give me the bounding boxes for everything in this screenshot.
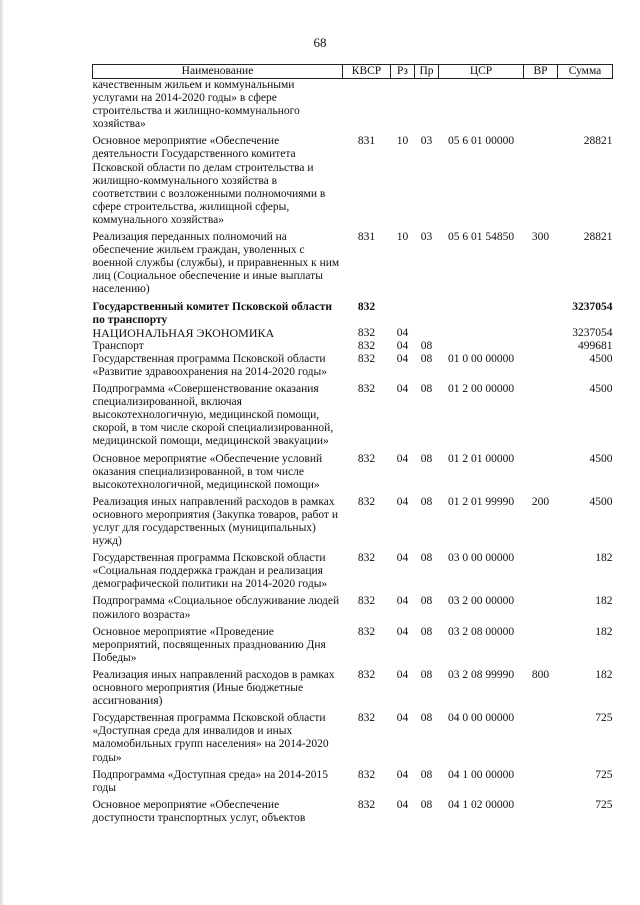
row-sum: 725 <box>595 712 613 725</box>
row-rz: 10 <box>396 231 409 244</box>
budget-table <box>92 64 613 829</box>
row-rz: 04 <box>396 452 409 465</box>
row-rz: 04 <box>396 625 409 638</box>
row-kvsr: 831 <box>357 231 376 244</box>
row-sum <box>558 79 613 136</box>
row-pr: 08 <box>420 712 433 725</box>
row-vr <box>524 552 558 595</box>
row-rz: 04 <box>396 495 409 508</box>
row-vr <box>524 626 558 669</box>
row-csr: 04 1 02 00000 <box>447 798 515 811</box>
header-vr: ВР <box>524 65 558 79</box>
row-name: НАЦИОНАЛЬНАЯ ЭКОНОМИКА <box>92 325 275 340</box>
table-row <box>93 496 613 552</box>
row-vr <box>524 769 558 799</box>
table-row <box>93 669 613 712</box>
row-kvsr: 832 <box>357 768 376 781</box>
table-row <box>93 301 613 327</box>
row-vr: 800 <box>531 668 550 681</box>
row-rz: 04 <box>396 712 409 725</box>
table-row <box>93 595 613 625</box>
row-pr: 03 <box>420 135 433 148</box>
row-vr <box>524 453 558 496</box>
row-csr: 03 2 00 00000 <box>447 595 515 608</box>
row-pr: 08 <box>420 625 433 638</box>
row-kvsr: 832 <box>357 595 376 608</box>
row-kvsr: 832 <box>357 552 376 565</box>
row-sum: 28821 <box>583 135 613 148</box>
scan-edge <box>0 0 4 905</box>
row-csr: 03 0 00 00000 <box>447 552 515 565</box>
row-rz: 04 <box>396 552 409 565</box>
row-csr: 03 2 08 00000 <box>447 625 515 638</box>
row-vr <box>524 135 558 231</box>
row-name: Государственная программа Псковской области «Доступная среда для инвалидов и иных маломобильных групп населения» на 2014-2020 годы» <box>92 712 329 764</box>
row-csr: 01 2 01 99990 <box>447 495 515 508</box>
row-rz: 04 <box>396 352 409 365</box>
row-kvsr: 832 <box>357 326 376 339</box>
row-sum: 182 <box>595 668 613 681</box>
row-kvsr: 832 <box>357 300 376 313</box>
table-row <box>93 327 613 340</box>
row-name: Государственная программа Псковской области «Развитие здравоохранения на 2014-2020 годы» <box>92 352 327 378</box>
row-sum: 4500 <box>589 495 613 508</box>
row-sum: 725 <box>595 768 613 781</box>
row-sum: 182 <box>595 595 613 608</box>
row-kvsr: 832 <box>357 383 376 396</box>
row-vr <box>524 301 558 327</box>
row-name: Государственный комитет Псковской области по транспорту <box>92 300 333 326</box>
row-vr: 200 <box>531 495 550 508</box>
row-pr: 08 <box>420 352 433 365</box>
row-sum: 182 <box>595 625 613 638</box>
row-name: Основное мероприятие «Обеспечение условий оказания специализированной, в том числе высокотехнологичной, медицинской помощи» <box>92 452 323 491</box>
header-name: Наименование <box>93 65 343 79</box>
row-name: Государственная программа Псковской области «Социальная поддержка граждан и реализация демографической политики на 2014-2020 годы» <box>92 552 328 591</box>
row-kvsr: 832 <box>357 798 376 811</box>
table-row <box>93 453 613 496</box>
row-pr: 08 <box>420 339 433 352</box>
row-csr <box>439 301 524 327</box>
row-pr: 08 <box>420 552 433 565</box>
row-rz: 04 <box>396 339 409 352</box>
row-pr: 08 <box>420 668 433 681</box>
row-vr <box>524 712 558 768</box>
row-csr: 01 2 01 00000 <box>447 452 515 465</box>
header-pr: Пр <box>415 65 439 79</box>
table-row <box>93 712 613 768</box>
row-kvsr: 831 <box>357 135 376 148</box>
table-header <box>93 65 613 79</box>
row-kvsr: 832 <box>357 668 376 681</box>
row-sum: 3237054 <box>572 326 613 339</box>
row-name: Основное мероприятие «Проведение мероприятий, посвященных празднованию Дня Победы» <box>92 625 326 664</box>
page-number: 68 <box>313 35 327 50</box>
row-kvsr: 832 <box>357 339 376 352</box>
row-rz: 04 <box>396 383 409 396</box>
row-sum: 4500 <box>589 452 613 465</box>
row-csr <box>439 79 524 136</box>
row-pr <box>415 301 439 327</box>
row-pr <box>415 79 439 136</box>
row-pr: 08 <box>420 798 433 811</box>
row-csr <box>439 340 524 353</box>
row-vr <box>524 340 558 353</box>
table-row <box>93 626 613 669</box>
row-pr: 03 <box>420 231 433 244</box>
row-name: Подпрограмма «Социальное обслуживание людей пожилого возраста» <box>92 595 340 621</box>
row-rz: 04 <box>396 798 409 811</box>
table-row <box>93 552 613 595</box>
row-csr: 05 6 01 00000 <box>447 135 515 148</box>
header-sum: Сумма <box>558 65 613 79</box>
row-csr <box>439 327 524 340</box>
row-rz <box>391 79 415 136</box>
row-vr <box>524 595 558 625</box>
row-sum: 3237054 <box>572 300 613 313</box>
row-name: Реализация переданных полномочий на обеспечение жильем граждан, уволенных с военной службы (службы), и приравненных к ним лиц (Социальное обеспечение и иные выплаты населению) <box>92 231 340 296</box>
row-csr: 05 6 01 54850 <box>447 231 515 244</box>
table-row <box>93 231 613 300</box>
header-rz: Рз <box>391 65 415 79</box>
row-kvsr: 832 <box>357 712 376 725</box>
row-rz: 04 <box>396 595 409 608</box>
header-csr: ЦСР <box>439 65 524 79</box>
row-sum: 4500 <box>589 383 613 396</box>
row-rz: 04 <box>396 768 409 781</box>
table-row <box>93 353 613 383</box>
table-row <box>93 769 613 799</box>
row-csr: 01 0 00 00000 <box>447 352 515 365</box>
row-pr <box>415 327 439 340</box>
row-name: Реализация иных направлений расходов в рамках основного мероприятия (Иные бюджетные ассигнования) <box>92 668 335 708</box>
table-row <box>93 79 613 136</box>
row-name: Реализация иных направлений расходов в рамках основного мероприятия (Закупка товаров, работ и услуг для государственных (муниципальных) нужд) <box>92 495 338 548</box>
row-csr: 01 2 00 00000 <box>447 383 515 396</box>
row-name: качественным жильем и коммунальными услугами на 2014-2020 годы» в сфере строительства и жилищно-коммунального хозяйства» <box>92 79 300 131</box>
row-rz: 04 <box>396 326 409 339</box>
header-kvsr: КВСР <box>343 65 391 79</box>
row-sum: 499681 <box>578 339 613 352</box>
row-sum: 4500 <box>589 352 613 365</box>
row-name: Транспорт <box>92 339 144 352</box>
row-pr: 08 <box>420 495 433 508</box>
row-pr: 08 <box>420 768 433 781</box>
table-row <box>93 340 613 353</box>
row-vr: 300 <box>531 231 550 244</box>
row-name: Подпрограмма «Совершенствование оказания специализированной, включая высокотехнологичную, медицинской помощи, скорой, в том числе скорой специализированной, медицинской помощи, медицинской эвакуации» <box>92 383 334 448</box>
row-kvsr: 832 <box>357 452 376 465</box>
row-vr <box>524 79 558 136</box>
table-row <box>93 383 613 452</box>
row-kvsr: 832 <box>357 352 376 365</box>
table-row <box>93 799 613 829</box>
row-sum: 725 <box>595 798 613 811</box>
row-kvsr: 832 <box>357 495 376 508</box>
row-kvsr: 832 <box>357 625 376 638</box>
row-pr: 08 <box>420 452 433 465</box>
row-csr: 04 1 00 00000 <box>447 768 515 781</box>
row-rz: 10 <box>396 135 409 148</box>
row-vr <box>524 383 558 452</box>
row-pr: 08 <box>420 383 433 396</box>
row-rz: 04 <box>396 668 409 681</box>
row-rz <box>391 301 415 327</box>
row-pr: 08 <box>420 595 433 608</box>
row-name: Основное мероприятие «Обеспечение доступности транспортных услуг, объектов <box>92 798 306 824</box>
row-vr <box>524 799 558 829</box>
row-sum: 28821 <box>583 231 613 244</box>
row-csr: 03 2 08 99990 <box>447 668 515 681</box>
row-vr <box>524 353 558 383</box>
table-row <box>93 135 613 231</box>
row-kvsr <box>343 79 391 136</box>
row-csr: 04 0 00 00000 <box>447 712 515 725</box>
row-name: Подпрограмма «Доступная среда» на 2014-2015 годы <box>92 768 329 794</box>
row-sum: 182 <box>595 552 613 565</box>
row-name: Основное мероприятие «Обеспечение деятельности Государственного комитета Псковской области по делам строительства и жилищно-коммунального хозяйства в соответствии с возложенными полномочиями в сфере строительства, жилищной сферы, коммунального хозяйства» <box>92 135 326 226</box>
row-vr <box>524 327 558 340</box>
